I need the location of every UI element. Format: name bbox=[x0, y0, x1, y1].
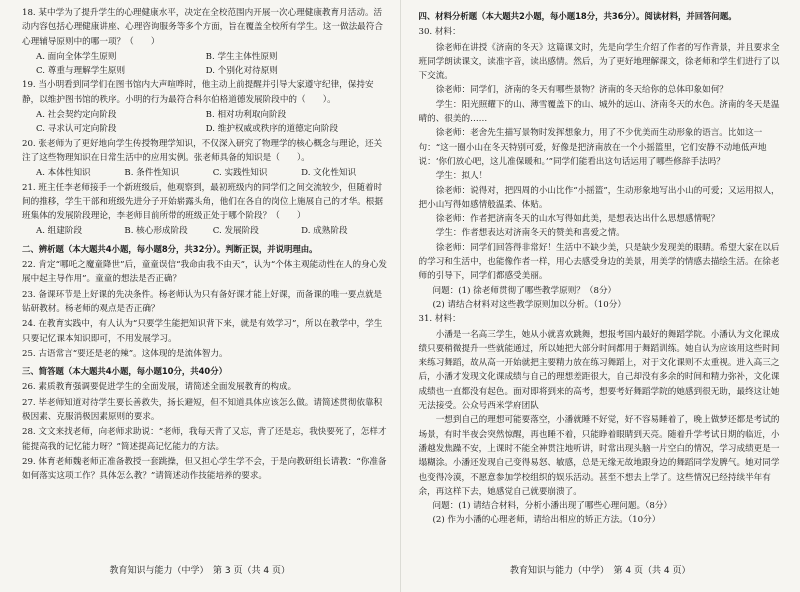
option: D. 维护权威或秩序的道德定向阶段 bbox=[205, 124, 339, 135]
option: C. 发展阶段 bbox=[212, 226, 259, 237]
question-text: 21. 班主任李老师接手一个新班级后，他观察到，最初班级内的同学们之间交流较少，但随着时间的推移，学生干部和班级先进分子开始崭露头角，他们在各自的岗位上施展自己的才华。根据班集体的发展阶段理论，李老师目前所带的班级正处于哪个阶段？（ ） bbox=[22, 182, 383, 222]
option-list bbox=[22, 166, 390, 180]
option: B. 核心形成阶段 bbox=[124, 226, 188, 237]
page-footer: 教育知识与能力（中学） 第 3 页（共 4 页） bbox=[109, 565, 290, 576]
question-prompt: 问题：(1) 请结合材料，分析小潘出现了哪些心理问题。（8分） bbox=[432, 501, 673, 512]
section-heading: 三、简答题（本大题共4小题，每小题10分，共40分） bbox=[22, 366, 228, 377]
material-paragraph: 学生：拟人！ bbox=[435, 171, 488, 182]
material-paragraph: 徐老师：同学们回答得非常好！生活中不缺少美，只是缺少发现美的眼睛。希望大家在以后的学习和生活中，也能像作者一样，用心去感受身边的美景，用美学的情感去描绘生活。在徐老师的引导下，同学们都感受美丽。 bbox=[418, 242, 780, 282]
material-paragraph: 小潘是一名高三学生，她从小就喜欢跳舞，想报考国内最好的舞蹈学院。小潘认为文化课成绩只要稍微提升一些就能通过，所以她把大部分时间都用于舞蹈训练。她自认为应该用这些时间来练习舞蹈，故从高一开始就把主要精力放在练习舞蹈上，对于文化课则不太重视。进入高三之后，小潘才发现文化课成绩与自己的理想差距很大，自己却没有多余的时间和精力弥补，文化课成绩也一直都没有起色。面对即将到来的高考，想要考好舞蹈学院的她感到很无助，最终这让她无法接受。公众号西米学府团队 bbox=[418, 329, 780, 412]
section-heading: 四、材料分析题（本大题共2小题，每小题18分，共36分）。阅读材料，并回答问题。 bbox=[418, 11, 737, 21]
material-paragraph: 徐老师：老舍先生描写景物时发挥想象力，用了不少优美而生动形象的语言。比如这一句：“这一圈小山在冬天特别可爱，好像是把济南放在一个小摇篮里，它们安静不动地低声地说：‘你们放心吧，这儿准保暖和。’”同学们能看出这句话运用了哪些修辞手法吗？ bbox=[418, 128, 767, 167]
question-text: 22. 肯定“哪吒之魔童降世”后，童童误信“我命由我不由天”，认为“个体主观能动性在人的身心发展中起主导作用”。童童的想法是否正确？ bbox=[22, 260, 387, 285]
section-heading: 二、辨析题（本大题共4小题，每小题8分，共32分）。判断正误，并说明理由。 bbox=[22, 243, 318, 254]
option: D. 个别化对待原则 bbox=[205, 66, 278, 77]
option-list bbox=[22, 224, 390, 238]
question-text: 27. 毕老师知道对待学生要长善救失，扬长避短，但不知道具体应该怎么做。请简述贯彻依靠积极因素、克服消极因素原则的要求。 bbox=[22, 397, 383, 423]
option: B. 学生主体性原则 bbox=[205, 51, 278, 62]
material-paragraph: 一想到自己的理想可能要落空，小潘就睡不好觉，好不容易睡着了，晚上做梦还都是考试的场景，有时半夜会突然惊醒，再也睡不着，只能睁着眼睛到天亮。随着升学考试日期的临近，小潘越发焦躁不安，上课时不能全神贯注地听讲，时常出现头脑一片空白的情况，学习成绩更是一塌糊涂。小潘还发现自己变得易怒、敏感，总是无缘无故地跟身边的舞蹈同学发脾气。她对同学也变得冷漠，不愿意参加学校组织的娱乐活动。甚至不想去上学了。这些情况已经持续半年有余，再这样下去，她感觉自己就要崩溃了。 bbox=[418, 415, 780, 497]
question-prompt: (2) 请结合材料对这些教学原则加以分析。（10分） bbox=[432, 299, 626, 310]
question-text: 23. 备课环节是上好课的先决条件。杨老师认为只有备好课才能上好课，而备课的唯一要点就是钻研教材。杨老师的观点是否正确？ bbox=[22, 289, 383, 314]
question-prompt: 问题：(1) 徐老师贯彻了哪些教学原则？（8分） bbox=[432, 285, 617, 296]
question-text: 20. 张老师为了更好地向学生传授物理学知识，不仅深入研究了物理学的核心概念与理论，还关注了这些物理知识在日常生活中的应用实例。张老师具备的知识是（ ）。 bbox=[22, 138, 383, 163]
question-text: 24. 在教育实践中，有人认为“只要学生能把知识背下来，就是有效学习”，所以在教学中，学生只要记忆课本知识即可，不用发展学习。 bbox=[22, 319, 383, 344]
question-text: 28. 文文来找老师，向老师求助说：“老师，我每天背了又忘，背了还是忘，我快要死了，怎样才能提高我的记忆能力呀？”简述提高记忆能力的方法。 bbox=[22, 427, 387, 452]
material-paragraph: 徐老师：同学们，济南的冬天有哪些景物？济南的冬天给你的总体印象如何？ bbox=[435, 85, 728, 96]
question-label: 31. 材料： bbox=[418, 314, 461, 325]
question-prompt: (2) 作为小潘的心理老师，请给出相应的矫正方法。（10分） bbox=[432, 515, 661, 526]
option: B. 条件性知识 bbox=[124, 168, 180, 179]
page-4 bbox=[401, 0, 800, 592]
page-footer: 教育知识与能力（中学） 第 4 页（共 4 页） bbox=[510, 565, 691, 576]
option: D. 文化性知识 bbox=[301, 168, 357, 179]
option-list bbox=[22, 50, 390, 79]
option: A. 本体性知识 bbox=[36, 168, 91, 179]
option: A. 面向全体学生原则 bbox=[36, 51, 117, 62]
option: C. 尊重与理解学生原则 bbox=[36, 66, 126, 77]
option-list bbox=[22, 108, 390, 137]
material-paragraph: 徐老师：作者把济南冬天的山水写得如此美，是想表达出什么思想感情呢？ bbox=[435, 214, 720, 225]
material-paragraph: 徐老师：说得对，把四周的小山比作“小摇篮”，生动形象地写出小山的可爱；又运用拟人，把小山写得如感情般温柔、体贴。 bbox=[418, 185, 780, 210]
option: D. 成熟阶段 bbox=[301, 226, 348, 237]
option: A. 组建阶段 bbox=[36, 226, 83, 237]
question-text: 19. 当小明看到同学们在图书馆内大声喧哗时，他主动上前提醒并引导大家遵守纪律，保持安静，以维护图书馆的秩序。小明的行为最符合科尔伯格道德发展阶段中的（ ）。 bbox=[22, 80, 374, 105]
question-text: 29. 体育老师魏老师正准备教授一套跳操，但又担心学生学不会，于是向教研组长请教：“你准备如何落实这项工作？具体怎么教？”请简述动作技能培养的要求。 bbox=[22, 456, 387, 482]
option: B. 相对功利取向阶段 bbox=[205, 110, 287, 121]
question-label: 30. 材料： bbox=[418, 27, 461, 38]
material-paragraph: 学生：作者想表达对济南冬天的赞美和喜爱之情。 bbox=[435, 228, 625, 239]
option: A. 社会契约定向阶段 bbox=[36, 110, 117, 121]
option: C. 实践性知识 bbox=[212, 168, 268, 179]
question-text: 25. 古语常言“要还是老的辣”。这体现的是流体智力。 bbox=[22, 348, 228, 359]
question-text: 18. 某中学为了提升学生的心理健康水平，决定在全校范围内开展一次心理健康教育月活动。活动内容包括心理健康讲座、心理咨询服务等多个方面，旨在覆盖全校所有学生。这一做法最符合心理辅导原则中的哪一项？（ ） bbox=[22, 8, 383, 47]
material-paragraph: 徐老师在讲授《济南的冬天》这篇课文时，先是向学生介绍了作者的写作背景，并且要求全班同学朗读课文，读准字音，读出感情。然后，为了更好地理解课文，徐老师和学生们进行了以下交流。 bbox=[418, 42, 780, 82]
material-paragraph: 学生：阳光照耀下的山、薄雪覆盖下的山、城外的远山、济南冬天的水色。济南的冬天是温晴的、很美的…… bbox=[418, 99, 780, 125]
option: C. 寻求认可定向阶段 bbox=[36, 124, 117, 135]
question-text: 26. 素质教育强调要促进学生的全面发展，请简述全面发展教育的构成。 bbox=[22, 382, 297, 393]
